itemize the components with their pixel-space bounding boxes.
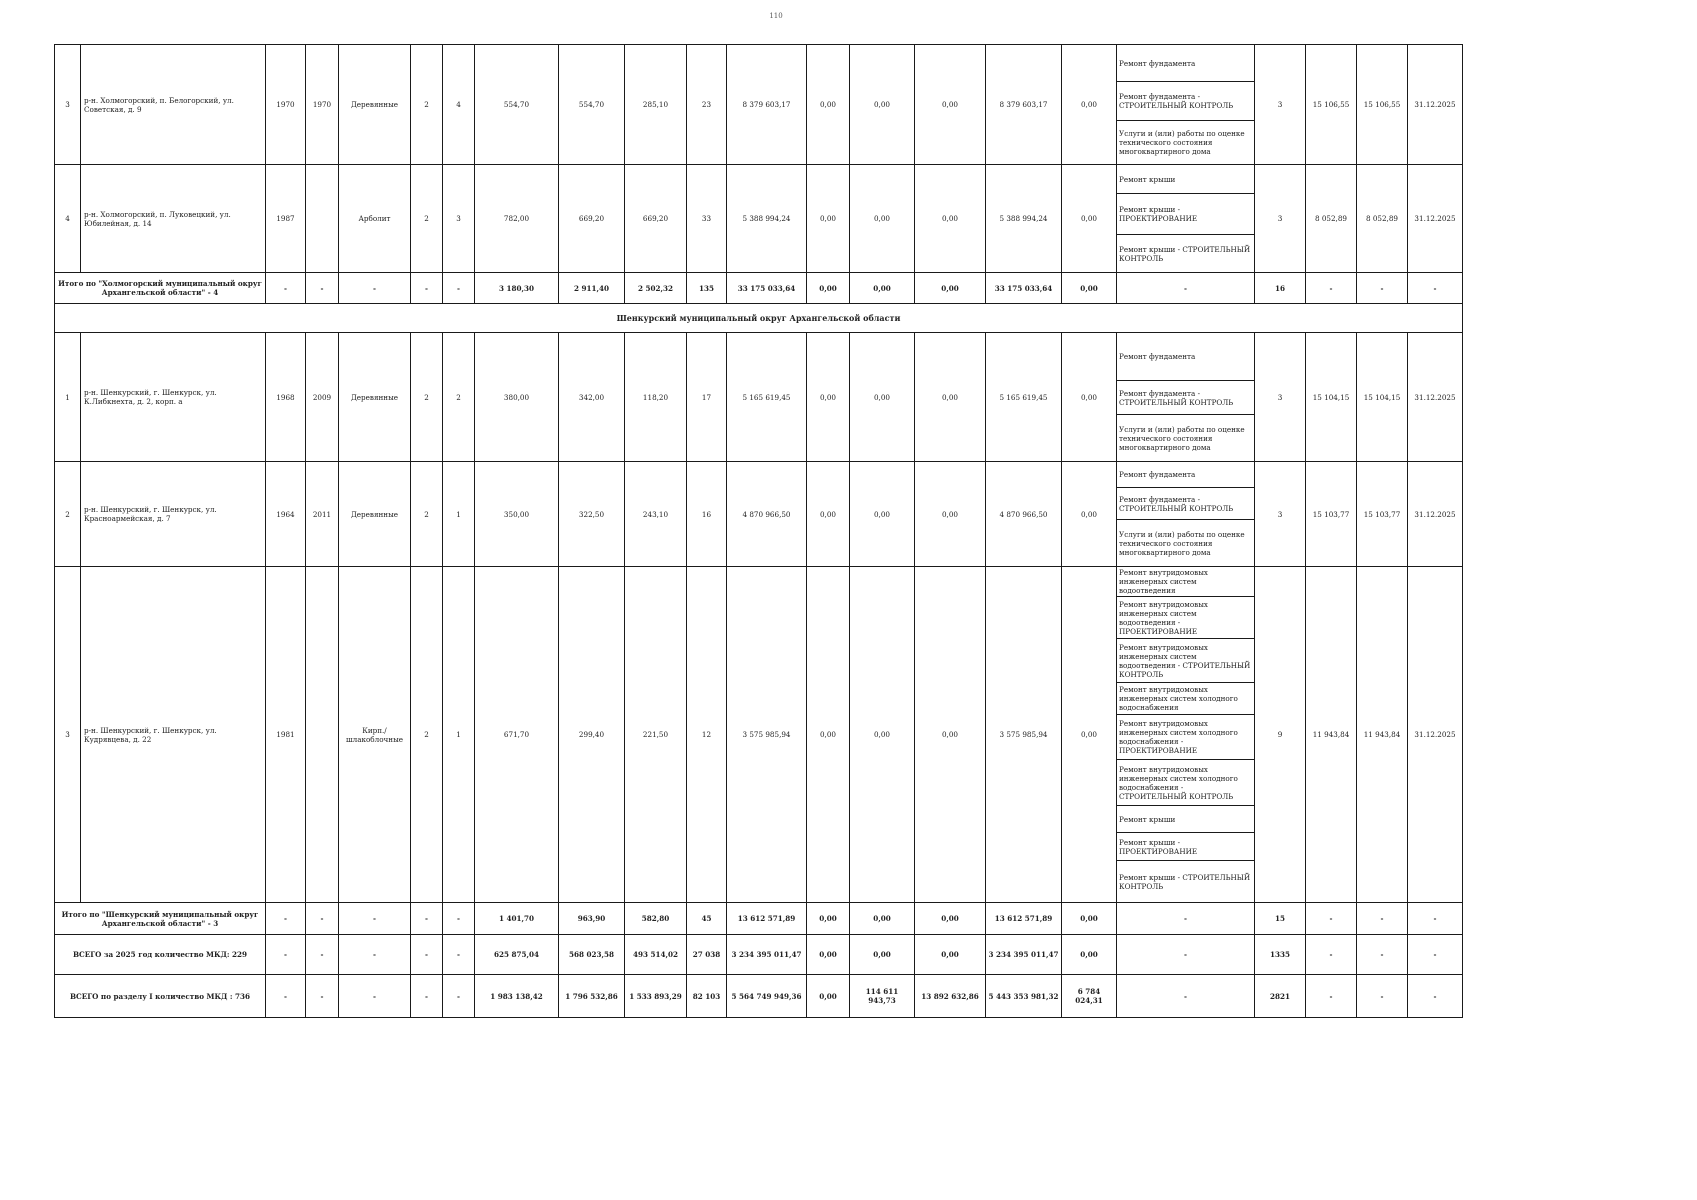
unit-cost: 15 103,77 bbox=[1306, 462, 1357, 567]
dash-cell: - bbox=[1357, 273, 1408, 304]
fund-federal: 0,00 bbox=[807, 903, 850, 935]
area-premises: 669,20 bbox=[559, 165, 625, 273]
row-number: 3 bbox=[55, 567, 81, 903]
dash-cell: - bbox=[443, 975, 475, 1018]
area-premises: 554,70 bbox=[559, 45, 625, 165]
fund-federal: 0,00 bbox=[807, 333, 850, 462]
work-item: Ремонт внутридомовых инженерных систем холодного водоснабжения bbox=[1117, 683, 1254, 715]
deadline: 31.12.2025 bbox=[1408, 462, 1463, 567]
work-types bbox=[1117, 165, 1255, 273]
total-2025-row bbox=[55, 935, 1463, 975]
cost-total: 3 234 395 011,47 bbox=[727, 935, 807, 975]
unit-cost: 15 104,15 bbox=[1306, 333, 1357, 462]
dash-cell: - bbox=[1117, 935, 1255, 975]
work-types bbox=[1117, 567, 1255, 903]
work-count: 3 bbox=[1255, 333, 1306, 462]
row-number: 1 bbox=[55, 333, 81, 462]
area-total: 554,70 bbox=[475, 45, 559, 165]
entrances: 3 bbox=[443, 165, 475, 273]
area-total: 1 983 138,42 bbox=[475, 975, 559, 1018]
area-premises: 342,00 bbox=[559, 333, 625, 462]
work-item: Ремонт крыши - ПРОЕКТИРОВАНИЕ bbox=[1117, 194, 1254, 235]
residents: 82 103 bbox=[687, 975, 727, 1018]
dash-cell: - bbox=[266, 273, 306, 304]
fund-owners: 13 612 571,89 bbox=[986, 903, 1062, 935]
residents: 12 bbox=[687, 567, 727, 903]
dash-cell: - bbox=[1408, 975, 1463, 1018]
fund-owners: 33 175 033,64 bbox=[986, 273, 1062, 304]
total-label: ВСЕГО по разделу I количество МКД : 736 bbox=[55, 975, 266, 1018]
floors: 2 bbox=[411, 165, 443, 273]
max-unit-cost: 11 943,84 bbox=[1357, 567, 1408, 903]
work-item: Ремонт крыши bbox=[1117, 165, 1254, 194]
area-premises: 1 796 532,86 bbox=[559, 975, 625, 1018]
work-item: Ремонт крыши - СТРОИТЕЛЬНЫЙ КОНТРОЛЬ bbox=[1119, 872, 1251, 891]
row-number: 3 bbox=[55, 45, 81, 165]
dash-cell: - bbox=[306, 975, 339, 1018]
fund-municipal: 0,00 bbox=[915, 45, 986, 165]
house-address: р-н. Холмогорский, п. Белогорский, ул. Советская, д. 9 bbox=[81, 45, 266, 165]
work-item: Услуги и (или) работы по оценке технического состояния многоквартирного дома bbox=[1119, 424, 1245, 452]
fund-municipal: 0,00 bbox=[915, 333, 986, 462]
cost-total: 8 379 603,17 bbox=[727, 45, 807, 165]
fund-owners: 5 443 353 981,32 bbox=[986, 975, 1062, 1018]
table-row bbox=[55, 45, 1463, 165]
wall-material: Деревянные bbox=[339, 462, 411, 567]
year-built: 1970 bbox=[266, 45, 306, 165]
table-row bbox=[55, 462, 1463, 567]
residents: 17 bbox=[687, 333, 727, 462]
dash-cell: - bbox=[443, 935, 475, 975]
dash-cell: - bbox=[1306, 273, 1357, 304]
house-address: р-н. Холмогорский, п. Луковецкий, ул. Юбилейная, д. 14 bbox=[81, 165, 266, 273]
fund-regional: 0,00 bbox=[850, 333, 915, 462]
unit-cost: 15 106,55 bbox=[1306, 45, 1357, 165]
subtotal-row bbox=[55, 903, 1463, 935]
residents: 45 bbox=[687, 903, 727, 935]
fund-other: 0,00 bbox=[1062, 903, 1117, 935]
area-living: 493 514,02 bbox=[625, 935, 687, 975]
entrances: 4 bbox=[443, 45, 475, 165]
dash-cell: - bbox=[1306, 903, 1357, 935]
work-types bbox=[1117, 45, 1255, 165]
fund-regional: 0,00 bbox=[850, 165, 915, 273]
fund-municipal: 13 892 632,86 bbox=[915, 975, 986, 1018]
max-unit-cost: 15 103,77 bbox=[1357, 462, 1408, 567]
dash-cell: - bbox=[306, 935, 339, 975]
area-premises: 963,90 bbox=[559, 903, 625, 935]
work-item: Ремонт внутридомовых инженерных систем холодного водоснабжения - ПРОЕКТИРОВАНИЕ bbox=[1117, 715, 1254, 760]
area-premises: 2 911,40 bbox=[559, 273, 625, 304]
dash-cell: - bbox=[339, 975, 411, 1018]
deadline: 31.12.2025 bbox=[1408, 45, 1463, 165]
dash-cell: - bbox=[1306, 975, 1357, 1018]
work-count: 3 bbox=[1255, 462, 1306, 567]
year-overhaul: 2009 bbox=[306, 333, 339, 462]
fund-other: 0,00 bbox=[1062, 935, 1117, 975]
fund-federal: 0,00 bbox=[807, 165, 850, 273]
total-section-row bbox=[55, 975, 1463, 1018]
max-unit-cost: 15 104,15 bbox=[1357, 333, 1408, 462]
area-living: 243,10 bbox=[625, 462, 687, 567]
work-count: 3 bbox=[1255, 165, 1306, 273]
year-overhaul: 1970 bbox=[306, 45, 339, 165]
work-types bbox=[1117, 333, 1255, 462]
work-item: Ремонт фундамента bbox=[1117, 333, 1254, 381]
fund-other: 0,00 bbox=[1062, 273, 1117, 304]
fund-municipal: 0,00 bbox=[915, 935, 986, 975]
cost-total: 13 612 571,89 bbox=[727, 903, 807, 935]
dash-cell: - bbox=[1117, 903, 1255, 935]
work-count: 9 bbox=[1255, 567, 1306, 903]
dash-cell: - bbox=[1117, 975, 1255, 1018]
fund-municipal: 0,00 bbox=[915, 903, 986, 935]
dash-cell: - bbox=[1408, 273, 1463, 304]
dash-cell: - bbox=[411, 903, 443, 935]
work-types bbox=[1117, 462, 1255, 567]
dash-cell: - bbox=[1357, 903, 1408, 935]
entrances: 1 bbox=[443, 567, 475, 903]
area-total: 782,00 bbox=[475, 165, 559, 273]
dash-cell: - bbox=[1306, 935, 1357, 975]
work-item: Ремонт крыши - ПРОЕКТИРОВАНИЕ bbox=[1117, 833, 1254, 861]
work-count: 3 bbox=[1255, 45, 1306, 165]
residents: 33 bbox=[687, 165, 727, 273]
max-unit-cost: 8 052,89 bbox=[1357, 165, 1408, 273]
table-row bbox=[55, 165, 1463, 273]
cost-total: 5 564 749 949,36 bbox=[727, 975, 807, 1018]
work-item: Ремонт фундамента bbox=[1117, 462, 1254, 488]
work-item: Ремонт крыши bbox=[1117, 806, 1254, 833]
year-built: 1987 bbox=[266, 165, 306, 273]
work-item: Ремонт крыши - СТРОИТЕЛЬНЫЙ КОНТРОЛЬ bbox=[1119, 244, 1251, 263]
fund-regional: 0,00 bbox=[850, 935, 915, 975]
dash-cell: - bbox=[306, 903, 339, 935]
fund-owners: 4 870 966,50 bbox=[986, 462, 1062, 567]
unit-cost: 8 052,89 bbox=[1306, 165, 1357, 273]
dash-cell: - bbox=[1408, 903, 1463, 935]
work-item: Ремонт внутридомовых инженерных систем водоотведения - ПРОЕКТИРОВАНИЕ bbox=[1117, 597, 1254, 639]
area-total: 671,70 bbox=[475, 567, 559, 903]
year-overhaul: 2011 bbox=[306, 462, 339, 567]
fund-other: 0,00 bbox=[1062, 165, 1117, 273]
entrances: 1 bbox=[443, 462, 475, 567]
area-living: 2 502,32 bbox=[625, 273, 687, 304]
house-address: р-н. Шенкурский, г. Шенкурск, ул. К.Либкнехта, д. 2, корп. а bbox=[81, 333, 266, 462]
fund-regional: 0,00 bbox=[850, 45, 915, 165]
fund-other: 0,00 bbox=[1062, 45, 1117, 165]
work-count: 2821 bbox=[1255, 975, 1306, 1018]
fund-other: 0,00 bbox=[1062, 462, 1117, 567]
unit-cost: 11 943,84 bbox=[1306, 567, 1357, 903]
work-item: Ремонт фундамента - СТРОИТЕЛЬНЫЙ КОНТРОЛЬ bbox=[1117, 488, 1254, 520]
dash-cell: - bbox=[1357, 975, 1408, 1018]
max-unit-cost: 15 106,55 bbox=[1357, 45, 1408, 165]
work-count: 15 bbox=[1255, 903, 1306, 935]
residents: 27 038 bbox=[687, 935, 727, 975]
work-item: Услуги и (или) работы по оценке технического состояния многоквартирного дома bbox=[1119, 529, 1245, 557]
page-number: 110 bbox=[769, 12, 783, 20]
entrances: 2 bbox=[443, 333, 475, 462]
dash-cell: - bbox=[339, 903, 411, 935]
work-count: 16 bbox=[1255, 273, 1306, 304]
area-living: 1 533 893,29 bbox=[625, 975, 687, 1018]
area-living: 118,20 bbox=[625, 333, 687, 462]
fund-regional: 114 611 943,73 bbox=[850, 975, 915, 1018]
fund-other: 6 784 024,31 bbox=[1062, 975, 1117, 1018]
fund-federal: 0,00 bbox=[807, 567, 850, 903]
cost-total: 4 870 966,50 bbox=[727, 462, 807, 567]
deadline: 31.12.2025 bbox=[1408, 165, 1463, 273]
cost-total: 33 175 033,64 bbox=[727, 273, 807, 304]
work-count: 1335 bbox=[1255, 935, 1306, 975]
fund-owners: 5 388 994,24 bbox=[986, 165, 1062, 273]
work-item: Ремонт фундамента - СТРОИТЕЛЬНЫЙ КОНТРОЛЬ bbox=[1117, 381, 1254, 415]
fund-municipal: 0,00 bbox=[915, 273, 986, 304]
cost-total: 3 575 985,94 bbox=[727, 567, 807, 903]
table-row bbox=[55, 333, 1463, 462]
fund-owners: 5 165 619,45 bbox=[986, 333, 1062, 462]
work-item: Ремонт внутридомовых инженерных систем водоотведения bbox=[1117, 567, 1254, 597]
subtotal-label: Итого по "Шенкурский муниципальный округ Архангельской области" - 3 bbox=[55, 903, 266, 935]
deadline: 31.12.2025 bbox=[1408, 567, 1463, 903]
dash-cell: - bbox=[411, 975, 443, 1018]
dash-cell: - bbox=[443, 273, 475, 304]
fund-other: 0,00 bbox=[1062, 567, 1117, 903]
subtotal-row bbox=[55, 273, 1463, 304]
fund-regional: 0,00 bbox=[850, 567, 915, 903]
area-premises: 299,40 bbox=[559, 567, 625, 903]
fund-federal: 0,00 bbox=[807, 273, 850, 304]
dash-cell: - bbox=[1408, 935, 1463, 975]
wall-material: Деревянные bbox=[339, 333, 411, 462]
area-total: 380,00 bbox=[475, 333, 559, 462]
year-built: 1981 bbox=[266, 567, 306, 903]
area-total: 350,00 bbox=[475, 462, 559, 567]
area-living: 669,20 bbox=[625, 165, 687, 273]
area-total: 625 875,04 bbox=[475, 935, 559, 975]
work-item: Ремонт фундамента - СТРОИТЕЛЬНЫЙ КОНТРОЛЬ bbox=[1117, 82, 1254, 121]
fund-federal: 0,00 bbox=[807, 935, 850, 975]
residents: 16 bbox=[687, 462, 727, 567]
year-built: 1968 bbox=[266, 333, 306, 462]
region-title: Шенкурский муниципальный округ Архангельской области bbox=[55, 304, 1463, 333]
fund-municipal: 0,00 bbox=[915, 462, 986, 567]
dash-cell: - bbox=[266, 975, 306, 1018]
work-item: Услуги и (или) работы по оценке технического состояния многоквартирного дома bbox=[1119, 129, 1245, 156]
fund-federal: 0,00 bbox=[807, 975, 850, 1018]
work-item: Ремонт фундамента bbox=[1117, 45, 1254, 82]
floors: 2 bbox=[411, 567, 443, 903]
dash-cell: - bbox=[306, 273, 339, 304]
fund-owners: 8 379 603,17 bbox=[986, 45, 1062, 165]
fund-municipal: 0,00 bbox=[915, 567, 986, 903]
area-living: 221,50 bbox=[625, 567, 687, 903]
residents: 23 bbox=[687, 45, 727, 165]
year-built: 1964 bbox=[266, 462, 306, 567]
residents: 135 bbox=[687, 273, 727, 304]
dash-cell: - bbox=[266, 903, 306, 935]
floors: 2 bbox=[411, 45, 443, 165]
table-row bbox=[55, 567, 1463, 903]
deadline: 31.12.2025 bbox=[1408, 333, 1463, 462]
year-overhaul bbox=[306, 567, 339, 903]
area-premises: 568 023,58 bbox=[559, 935, 625, 975]
work-item: Ремонт внутридомовых инженерных систем водоотведения - СТРОИТЕЛЬНЫЙ КОНТРОЛЬ bbox=[1117, 639, 1254, 683]
year-overhaul bbox=[306, 165, 339, 273]
floors: 2 bbox=[411, 462, 443, 567]
wall-material: Кирп./ шлакоблочные bbox=[339, 567, 411, 903]
house-address: р-н. Шенкурский, г. Шенкурск, ул. Красноармейская, д. 7 bbox=[81, 462, 266, 567]
wall-material: Арболит bbox=[339, 165, 411, 273]
dash-cell: - bbox=[411, 273, 443, 304]
dash-cell: - bbox=[339, 273, 411, 304]
fund-federal: 0,00 bbox=[807, 45, 850, 165]
region-header-row bbox=[55, 304, 1463, 333]
fund-regional: 0,00 bbox=[850, 462, 915, 567]
area-total: 3 180,30 bbox=[475, 273, 559, 304]
area-premises: 322,50 bbox=[559, 462, 625, 567]
capital-repair-register-table bbox=[54, 44, 1463, 1018]
fund-owners: 3 234 395 011,47 bbox=[986, 935, 1062, 975]
dash-cell: - bbox=[1357, 935, 1408, 975]
row-number: 4 bbox=[55, 165, 81, 273]
area-living: 582,80 bbox=[625, 903, 687, 935]
fund-other: 0,00 bbox=[1062, 333, 1117, 462]
dash-cell: - bbox=[443, 903, 475, 935]
subtotal-label: Итого по "Холмогорский муниципальный округ Архангельской области" - 4 bbox=[55, 273, 266, 304]
cost-total: 5 165 619,45 bbox=[727, 333, 807, 462]
cost-total: 5 388 994,24 bbox=[727, 165, 807, 273]
dash-cell: - bbox=[411, 935, 443, 975]
fund-regional: 0,00 bbox=[850, 273, 915, 304]
fund-municipal: 0,00 bbox=[915, 165, 986, 273]
area-living: 285,10 bbox=[625, 45, 687, 165]
dash-cell: - bbox=[339, 935, 411, 975]
fund-regional: 0,00 bbox=[850, 903, 915, 935]
dash-cell: - bbox=[1117, 273, 1255, 304]
floors: 2 bbox=[411, 333, 443, 462]
total-label: ВСЕГО за 2025 год количество МКД: 229 bbox=[55, 935, 266, 975]
wall-material: Деревянные bbox=[339, 45, 411, 165]
dash-cell: - bbox=[266, 935, 306, 975]
fund-owners: 3 575 985,94 bbox=[986, 567, 1062, 903]
row-number: 2 bbox=[55, 462, 81, 567]
work-item: Ремонт внутридомовых инженерных систем холодного водоснабжения - СТРОИТЕЛЬНЫЙ КОНТРОЛЬ bbox=[1117, 760, 1254, 806]
house-address: р-н. Шенкурский, г. Шенкурск, ул. Кудрявцева, д. 22 bbox=[81, 567, 266, 903]
area-total: 1 401,70 bbox=[475, 903, 559, 935]
fund-federal: 0,00 bbox=[807, 462, 850, 567]
